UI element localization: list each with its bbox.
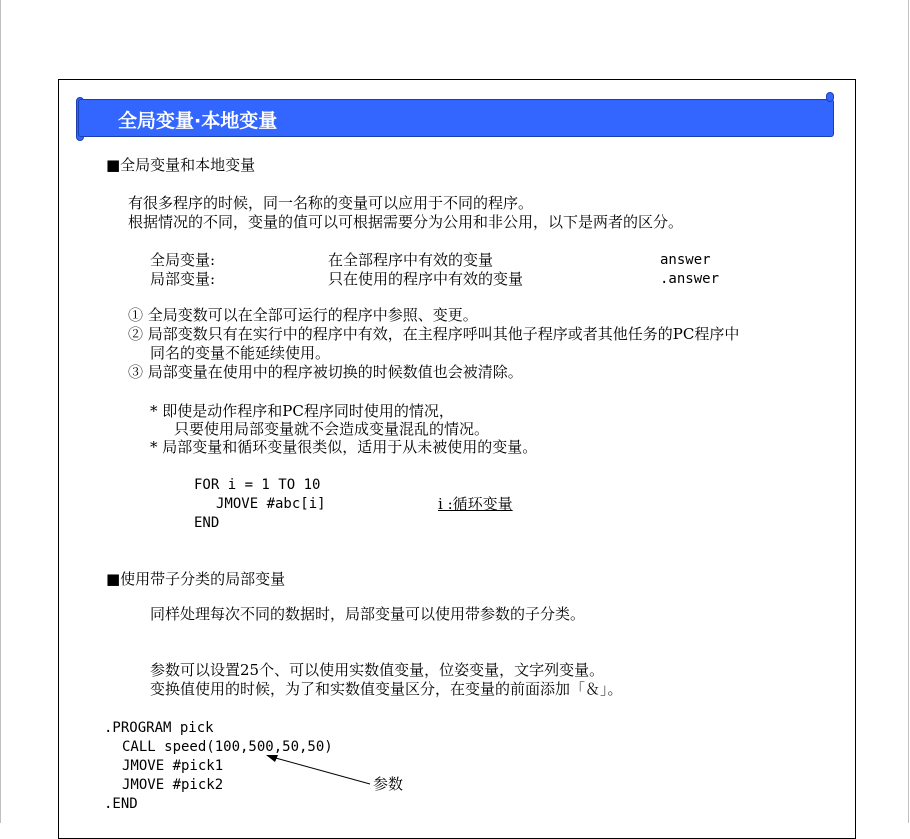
section2-para3: 变换值使用的时候，为了和实数值变量区分，在变量的前面添加「＆」。 [150,680,623,698]
parameter-label: 参数 [373,775,404,793]
table-row-local-desc: 只在使用的程序中有效的变量 [328,270,524,288]
table-row-local-example: .answer [660,271,720,287]
section2-para1: 同样处理每次不同的数据时，局部变量可以使用带参数的子分类。 [150,605,586,623]
section2-para2: 参数可以设置25个、可以使用实数值变量，位姿变量，文字列变量。 [150,661,605,679]
code-end-line: END [194,515,220,531]
note-1-continued: 只要使用局部变量就不会造成变量混乱的情况。 [174,420,490,438]
code-jmove1-line: JMOVE #pick1 [122,758,224,774]
page-title: 全局变量·本地变量 [118,110,278,132]
code-jmove2-line: JMOVE #pick2 [122,777,224,793]
code-end-program-line: .END [104,796,138,812]
section1-heading: ■全局变量和本地变量 [106,156,256,174]
point-2: ② 局部变数只有在实行中的程序中有效，在主程序呼叫其他子程序或者其他任务的PC程序中 [128,325,740,343]
note-2: * 局部变量和循环变量很类似，适用于从未被使用的变量。 [150,438,538,456]
point-3: ③ 局部变量在使用中的程序被切换的时候数值也会被清除。 [128,363,523,381]
table-row-global-desc: 在全部程序中有效的变量 [328,251,494,269]
section1-para2: 根据情况的不同，变量的值可以可根据需要分为公用和非公用，以下是两者的区分。 [128,213,684,231]
table-row-local-type: 局部变量: [150,270,216,288]
note-1: * 即使是动作程序和PC程序同时使用的情况， [150,402,454,420]
code-call-line: CALL speed(100,500,50,50) [122,739,333,755]
section2-heading: ■使用带子分类的局部变量 [106,570,286,588]
section1-para1: 有很多程序的时候，同一名称的变量可以应用于不同的程序。 [128,194,534,212]
code-loop-annotation: i :循环变量 [438,495,513,513]
point-2-continued: 同名的变量不能延续使用。 [150,344,331,362]
table-row-global-example: answer [660,252,711,268]
code-jmove-line: JMOVE #abc[i] [216,496,326,512]
code-program-line: .PROGRAM pick [104,720,214,736]
code-for-line: FOR i = 1 TO 10 [194,477,321,493]
point-1: ① 全局变数可以在全部可运行的程序中参照、变更。 [128,306,478,324]
table-row-global-type: 全局变量: [150,251,216,269]
